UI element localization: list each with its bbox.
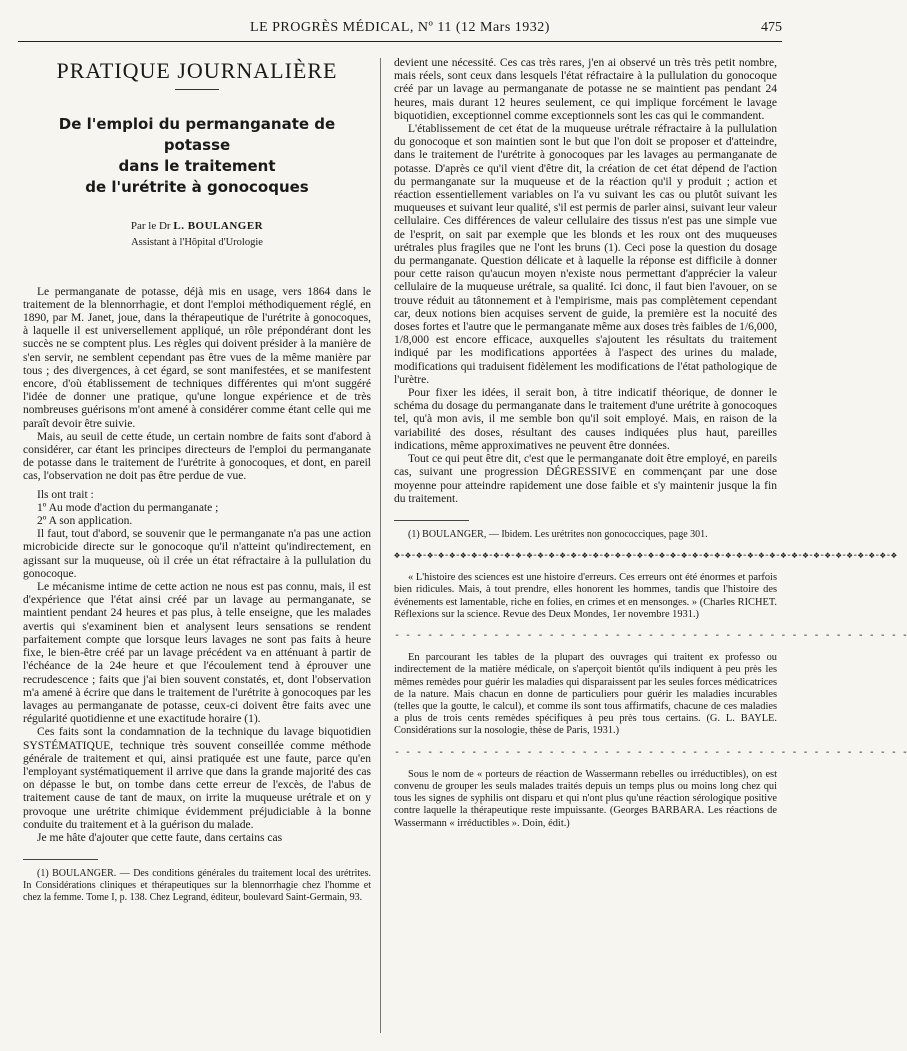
paragraph: Pour fixer les idées, il serait bon, à titre indicatif théorique, de donner le schéma du dosage du permanganate dans le traitement d'une urétrite à gonocoques tel, qu'à mon avis, il me semble bon qu'il soit employé. Mais, en raison de la variabilité des doses, résultant des causes indiquées plus haut, pareilles indications, même approximatives ne peuvent être données. [394, 387, 777, 452]
list-intro: Ils ont trait : [37, 488, 94, 501]
quote-block: En parcourant les tables de la plupart des ouvrages qui traitent ex professo ou indirectement de la matière médicale, on s'aperçoit bientôt qu'ils indiquent à peu près les mêmes remèdes pour guérir les maladies qui disparaissent par les seules forces médicatrices de la nature. Mais chacun en donne de particuliers pour guérir les maladies incurables (telles que la goutte, le calcul), et comme ils sont tous affirmatifs, chacune de ces maladies a plus de trois cents remèdes spécifiques à peu près tous certains. (G. L. BAYLE. Considérations sur la nosologie, thèse de Paris, 1931.) [394, 652, 777, 737]
paragraph: Tout ce qui peut être dit, c'est que le permanganate doit être employé, en pareils cas, suivant une progression DÉGRESSIVE en commençant par une dose moyenne pour atteindre rapidement une dose faible et s'y maintenir jusque la fin du traitement. [394, 453, 777, 505]
paragraph: Je me hâte d'ajouter que cette faute, dans certains cas [37, 831, 283, 844]
ornamental-separator: ❖-❖-❖-❖-❖-❖-❖-❖-❖-❖-❖-❖-❖-❖-❖-❖-❖-❖-❖-❖-❖-❖-❖-❖-❖-❖-❖-❖-❖-❖-❖-❖-❖-❖-❖-❖-❖-❖-❖-❖-❖-❖-❖-❖-❖-❖ [394, 549, 897, 561]
byline [23, 220, 371, 233]
left-column [23, 58, 371, 904]
author-name: L. BOULANGER [173, 220, 264, 233]
header-rule [18, 41, 782, 42]
author-affiliation: Assistant à l'Hôpital d'Urologie [131, 237, 263, 249]
running-head [18, 20, 782, 38]
paragraph: Mais, au seuil de cette étude, un certain nombre de faits sont d'abord à considérer, car étant les principes directeurs de l'emploi du permanganate de potasse dans le traitement de l'urétrite à gonocoques, et dont, en pareil cas, l'observation ne doit pas être perdue de vue. [23, 430, 371, 483]
paragraph: Le permanganate de potasse, déjà mis en usage, vers 1864 dans le traitement de la blennorrhagie, et dont l'emploi méthodiquement réglé, en 1890, par M. Janet, joue, dans la thérapeutique de l'urétrite à gonocoques, à laquelle il est universellement appliqué, un rôle prépondérant dont les succès ne se comptent plus. Les règles qui doivent présider à la manière de s'en servir, ne semblent cependant pas être vues de la même manière par tous ; des divergences, à cet égard, se sont manifestées, et se manifestent encore, d'où établissement de techniques différentes qui m'ont suggéré l'idée de donner une pratique, qu'une longue expérience et de très nombreuses guérisons m'ont amené à considérer comme étant celle qui me paraît devoir être suivie. [23, 285, 371, 430]
paragraph: Le mécanisme intime de cette action ne nous est pas connu, mais, il est d'expérience que l'état ainsi créé par un lavage au permanganate, se maintient pendant 24 heures et pas plus, à telle enseigne, que les malades avertis qui s'examinent bien et analysent leurs sensations se rendent parfaitement compte que lorsque leurs lavages ne sont pas faits à heure fixe, le bien-être créé par un lavage précédent va en atténuant à partir de l'échéance de la 24e heure et que l'écoulement tend à éprouver une recrudescence ; faits que j'ai bien souvent constatés, et, dont l'observation m'a amené à écrire que dans le traitement de l'urétrite à gonocoques par les lavages au permanganate de potasse, ceux-ci doivent être faits avec une régularité quotidienne et une exactitude horaire (1). [23, 581, 371, 726]
separator: - - - - - - - - - - - - - - - - - - - - - - - - - - - - - - - - - - - - - - - - - - - - - - - [394, 629, 907, 641]
title-rule [175, 89, 219, 90]
footnote: (1) BOULANGER, — Ibidem. Les urétrites non gonococciques, page 301. [408, 528, 708, 540]
right-column [394, 57, 907, 830]
quote-block: Sous le nom de « porteurs de réaction de Wassermann rebelles ou irréductibles), on est convenu de grouper les seuls malades traités depuis un temps plus ou moins long chez qui tous les signes de syphilis ont disparu et qui n'ont plus qu'une réaction sérologique positive contre laquelle la thérapeutique reste impuissante. (Georges BARBARA. Les réactions de Wassermann « irréductibles ». Doin, édit.) [394, 768, 777, 829]
paragraph: Il faut, tout d'abord, se souvenir que le permanganate n'a pas une action microbicide directe sur le gonocoque qu'il n'atteint qu'indirectement, en agissant sur la muqueuse, où il crée un état réfractaire à la pullulation du gonocoque. [23, 528, 371, 580]
article-title [23, 114, 371, 198]
paragraph: devient une nécessité. Ces cas très rares, j'en ai observé un très très petit nombre, mais réels, sont ceux dans lesquels l'état réfractaire à la pullulation du gonocoque créé par un lavage au permanganate de potasse ne se maintient pas pendant 24 heures, mais durant 12 heures seulement, ce qui implique forcément le lavage biquotidien, exceptionnel comme exceptionnels sont les cas qui le commandent. [394, 57, 777, 122]
journal-title: LE PROGRÈS MÉDICAL, Nº 11 (12 Mars 1932) [250, 20, 550, 35]
column-divider [380, 58, 381, 1033]
paragraph: Ces faits sont la condamnation de la technique du lavage biquotidien SYSTÉMATIQUE, technique très souvent conseillée comme méthode générale de traitement et qui, ainsi pratiquée est une faute, parce qu'en l'employant systématiquement il arrive que dans la grande majorité des cas on dépasse le but, on tombe dans cette erreur de l'excès, de l'abus de traitement cause de tant de maux, on irrite la muqueuse urétrale et on y provoque une urétrite chimique évidemment préjudiciable à la bonne conduite du traitement et à la guérison du malade. [23, 726, 371, 831]
article-title-line: De l'emploi du permanganate de potasse [58, 115, 336, 155]
footnote: (1) BOULANGER. — Des conditions générales du traitement local des urétrites. In Considérations cliniques et thérapeutiques sur la blennorrhagie chez l'homme et chez la femme. Tome I, p. 138. Chez Legrand, éditeur, boulevard Saint-Germain, 93. [23, 868, 371, 904]
page-number: 475 [761, 20, 782, 35]
separator: - - - - - - - - - - - - - - - - - - - - - - - - - - - - - - - - - - - - - - - - - - - - - - - [394, 746, 907, 758]
footnote-rule [394, 520, 469, 521]
section-title: PRATIQUE JOURNALIÈRE [56, 58, 338, 83]
list-item: 1º Au mode d'action du permanganate ; [37, 501, 219, 514]
article-title-line: de l'urétrite à gonocoques [85, 178, 309, 197]
paragraph: L'établissement de cet état de la muqueuse urétrale réfractaire à la pullulation du gonocoque et son maintien sont le but que l'on doit se proposer et d'atteindre, dans le traitement de l'urétrite à gonocoques par les lavages au permanganate de potasse. D'après ce qu'il vient d'être dit, la création de cet état dépend de l'action du permanganate sur la muqueuse et de la réaction qu'il y produit ; action et réaction essentiellement variables on l'a vu suivant les cas ou plutôt suivant les muqueuses et suivant leur qualité, s'il est permis de parler ainsi, suivant leur valeur cellulaire. Ces différences de valeur cellulaire des tissus n'est pas une simple vue de l'esprit, on sait par exemple que les blonds et les roux ont des muqueuses urétrales plus fragiles que ne l'ont les bruns (1). Ceci pose la question du dosage du permanganate. Question délicate et à laquelle la réponse est difficile à donner pour cette raison qu'aucun moyen n'existe nous permettant d'apprécier la valeur cellulaire de la muqueuse urétrale, sa qualité. Ici donc, il faut bien l'avouer, on se trouve réduit au tâtonnement et à l'empirisme, mais pas complètement cependant car, deux notions bien acquises servent de guide, la première est la nocuité des doses fortes et l'autre que le permanganate même aux doses très faibles de 1/6,000, 1/8,000 est encore efficace, auxquelles s'ajoutent les résultats du traitement indiqué par les modifications apportées à l'aspect des urines du malade, modifications qui traduisent fidèlement les modifications de l'état pathologique de l'urètre. [394, 123, 777, 386]
quote-block: « L'histoire des sciences est une histoire d'erreurs. Ces erreurs ont été énormes et parfois bien ridicules. Mais, à tout prendre, elles honorent les hommes, tandis que l'histoire des événements est lamentable, riche en folies, en crimes et en mensonges. » (Charles RICHET. Réflexions sur la science. Revue des Deux Mondes, 1er novembre 1931.) [394, 572, 777, 620]
byline-prefix: Par le Dr [130, 220, 171, 233]
footnote-rule [23, 859, 98, 860]
list-item: 2º A son application. [37, 515, 133, 528]
article-title-line: dans le traitement [118, 157, 276, 176]
